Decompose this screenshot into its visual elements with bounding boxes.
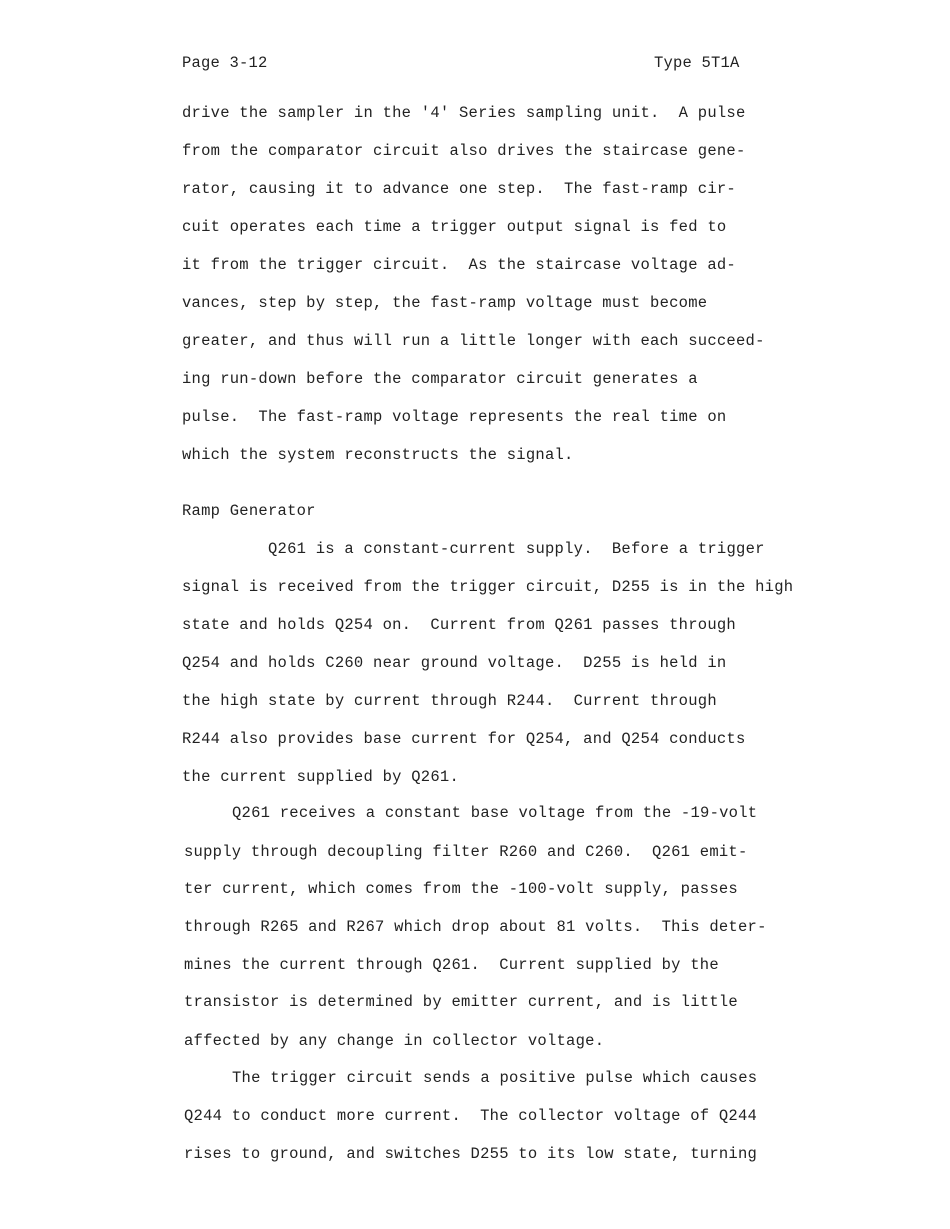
text-line: Q254 and holds C260 near ground voltage. D255 is held in [182,654,727,672]
text-line: from the comparator circuit also drives the staircase gene- [182,142,746,160]
text-line: ter current, which comes from the -100-volt supply, passes [184,880,738,898]
text-line: R244 also provides base current for Q254, and Q254 conducts [182,730,746,748]
text-line: rator, causing it to advance one step. The fast-ramp cir- [182,180,736,198]
text-line: state and holds Q254 on. Current from Q261 passes through [182,616,736,634]
text-line: mines the current through Q261. Current supplied by the [184,956,719,974]
text-line: The trigger circuit sends a positive pulse which causes [232,1069,758,1087]
text-line: affected by any change in collector voltage. [184,1032,605,1050]
text-line: cuit operates each time a trigger output signal is fed to [182,218,727,236]
text-line: pulse. The fast-ramp voltage represents the real time on [182,408,727,426]
text-line: which the system reconstructs the signal. [182,446,574,464]
section-heading: Ramp Generator [182,502,316,520]
text-line: vances, step by step, the fast-ramp voltage must become [182,294,708,312]
text-line: transistor is determined by emitter current, and is little [184,993,738,1011]
text-line: the high state by current through R244. Current through [182,692,717,710]
text-line: through R265 and R267 which drop about 81 volts. This deter- [184,918,767,936]
text-line: Q261 is a constant-current supply. Before a trigger [268,540,765,558]
document-type: Type 5T1A [654,54,740,72]
text-line: the current supplied by Q261. [182,768,459,786]
text-line: supply through decoupling filter R260 and C260. Q261 emit- [184,843,748,861]
text-line: signal is received from the trigger circuit, D255 is in the high [182,578,794,596]
text-line: drive the sampler in the '4' Series sampling unit. A pulse [182,104,746,122]
text-line: Q244 to conduct more current. The collector voltage of Q244 [184,1107,758,1125]
page-number: Page 3-12 [182,54,268,72]
text-line: Q261 receives a constant base voltage from the -19-volt [232,804,758,822]
text-line: greater, and thus will run a little longer with each succeed- [182,332,765,350]
text-line: it from the trigger circuit. As the staircase voltage ad- [182,256,736,274]
text-line: rises to ground, and switches D255 to its low state, turning [184,1145,758,1163]
text-line: ing run-down before the comparator circuit generates a [182,370,698,388]
